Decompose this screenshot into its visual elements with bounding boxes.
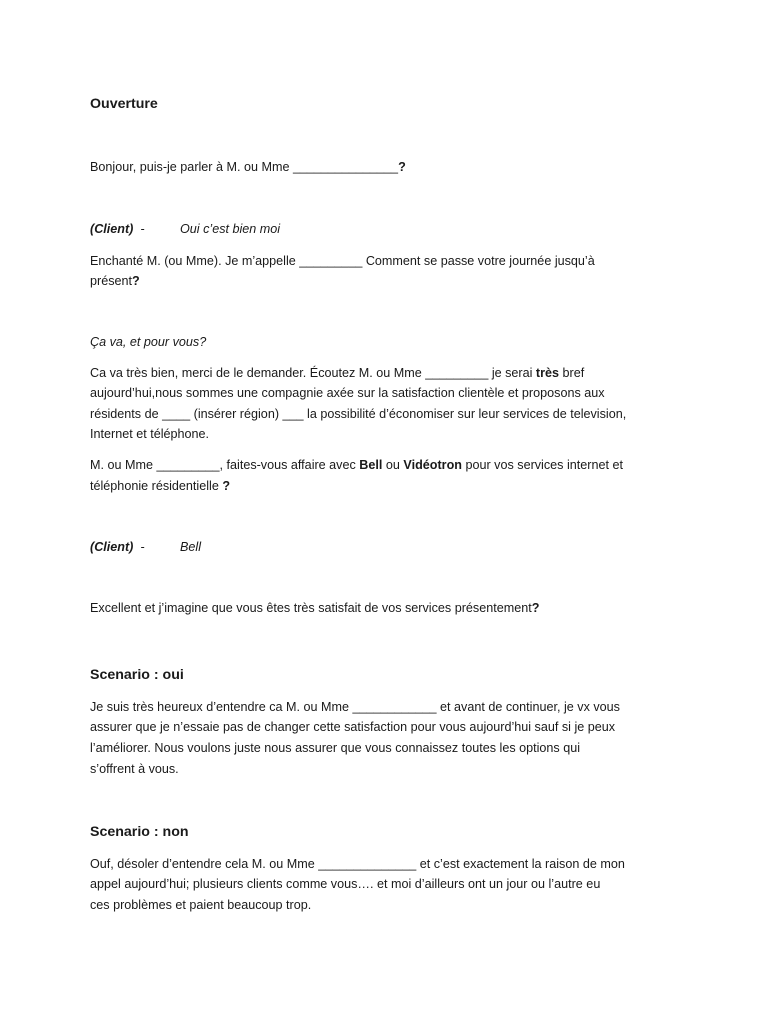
greeting-question-mark: ? [398,160,406,174]
client-reply-2-text: Bell [180,540,201,554]
pitch-line-1-a: Ca va très bien, merci de le demander. Écoutez M. ou Mme _________ je serai [90,366,536,380]
pitch-line-3: résidents de ____ (insérer région) ___ la possibilité d’économiser sur leur services de television, [90,407,627,421]
provider-question-mark: ? [222,479,231,493]
oui-line-2: assurer que je n’essaie pas de changer cette satisfaction pour vous aujourd’hui sauf si je peux [90,720,616,734]
heading-ouverture: Ouverture [90,96,158,112]
client-label: (Client) [90,222,134,236]
intro-line-2-text: présent [90,274,133,288]
provider-line-2-text: téléphonie résidentielle [90,479,223,493]
heading-scenario-non: Scenario : non [90,824,189,840]
satisfaction-text: Excellent et j’imagine que vous êtes très satisfait de vos services présentement [90,601,532,615]
pitch-line-1 [90,363,584,384]
oui-line-4: s’offrent à vous. [90,762,179,776]
client-dash-2: - [140,540,145,554]
provider-question-line-1 [90,455,623,476]
intro-line-2 [90,271,140,292]
provider-line-1-b: pour vos services internet et [461,458,623,472]
provider-bell: Bell [359,458,383,472]
intro-question-mark: ? [132,274,140,288]
client-reply-1 [90,219,280,240]
client-label-wrapper [90,219,180,240]
pitch-bold-tres: très [535,366,560,380]
pitch-line-2: aujourd’hui,nous sommes une compagnie axée sur la satisfaction clientèle et proposons aux [90,386,605,400]
non-line-3: ces problèmes et paient beaucoup trop. [90,898,312,912]
non-line-2: appel aujourd’hui; plusieurs clients comme vous…. et moi d’ailleurs ont un jour ou l’autre eu [90,877,601,891]
satisfaction-question [90,598,539,619]
client-reply-2 [90,537,201,558]
non-line-1: Ouf, désoler d’entendre cela M. ou Mme ______________ et c’est exactement la raison de mon [90,857,625,871]
pitch-line-1-b: bref [559,366,585,380]
oui-line-1: Je suis très heureux d’entendre ca M. ou Mme ____________ et avant de continuer, je vx vous [90,700,620,714]
provider-line-1-a: M. ou Mme _________, faites-vous affaire avec [90,458,360,472]
client-reply-text: Oui c’est bien moi [180,222,281,236]
document-page [90,0,690,1024]
greeting-text: Bonjour, puis-je parler à M. ou Mme _______________ [90,160,399,174]
provider-question-line-2 [90,476,230,497]
client-label-wrapper-2 [90,537,180,558]
oui-line-3: l’améliorer. Nous voulons juste nous assurer que vous connaissez toutes les options qui [90,741,581,755]
client-dash: - [140,222,145,236]
greeting-line [90,157,406,178]
client-response-line: Ça va, et pour vous? [90,335,207,349]
intro-line-1: Enchanté M. (ou Mme). Je m’appelle _________ Comment se passe votre journée jusqu’à [90,254,595,268]
satisfaction-question-mark: ? [531,601,540,615]
provider-ou: ou [382,458,404,472]
client-label-2: (Client) [90,540,134,554]
heading-scenario-oui: Scenario : oui [90,667,184,683]
pitch-line-4: Internet et téléphone. [90,427,210,441]
provider-videotron: Vidéotron [403,458,462,472]
